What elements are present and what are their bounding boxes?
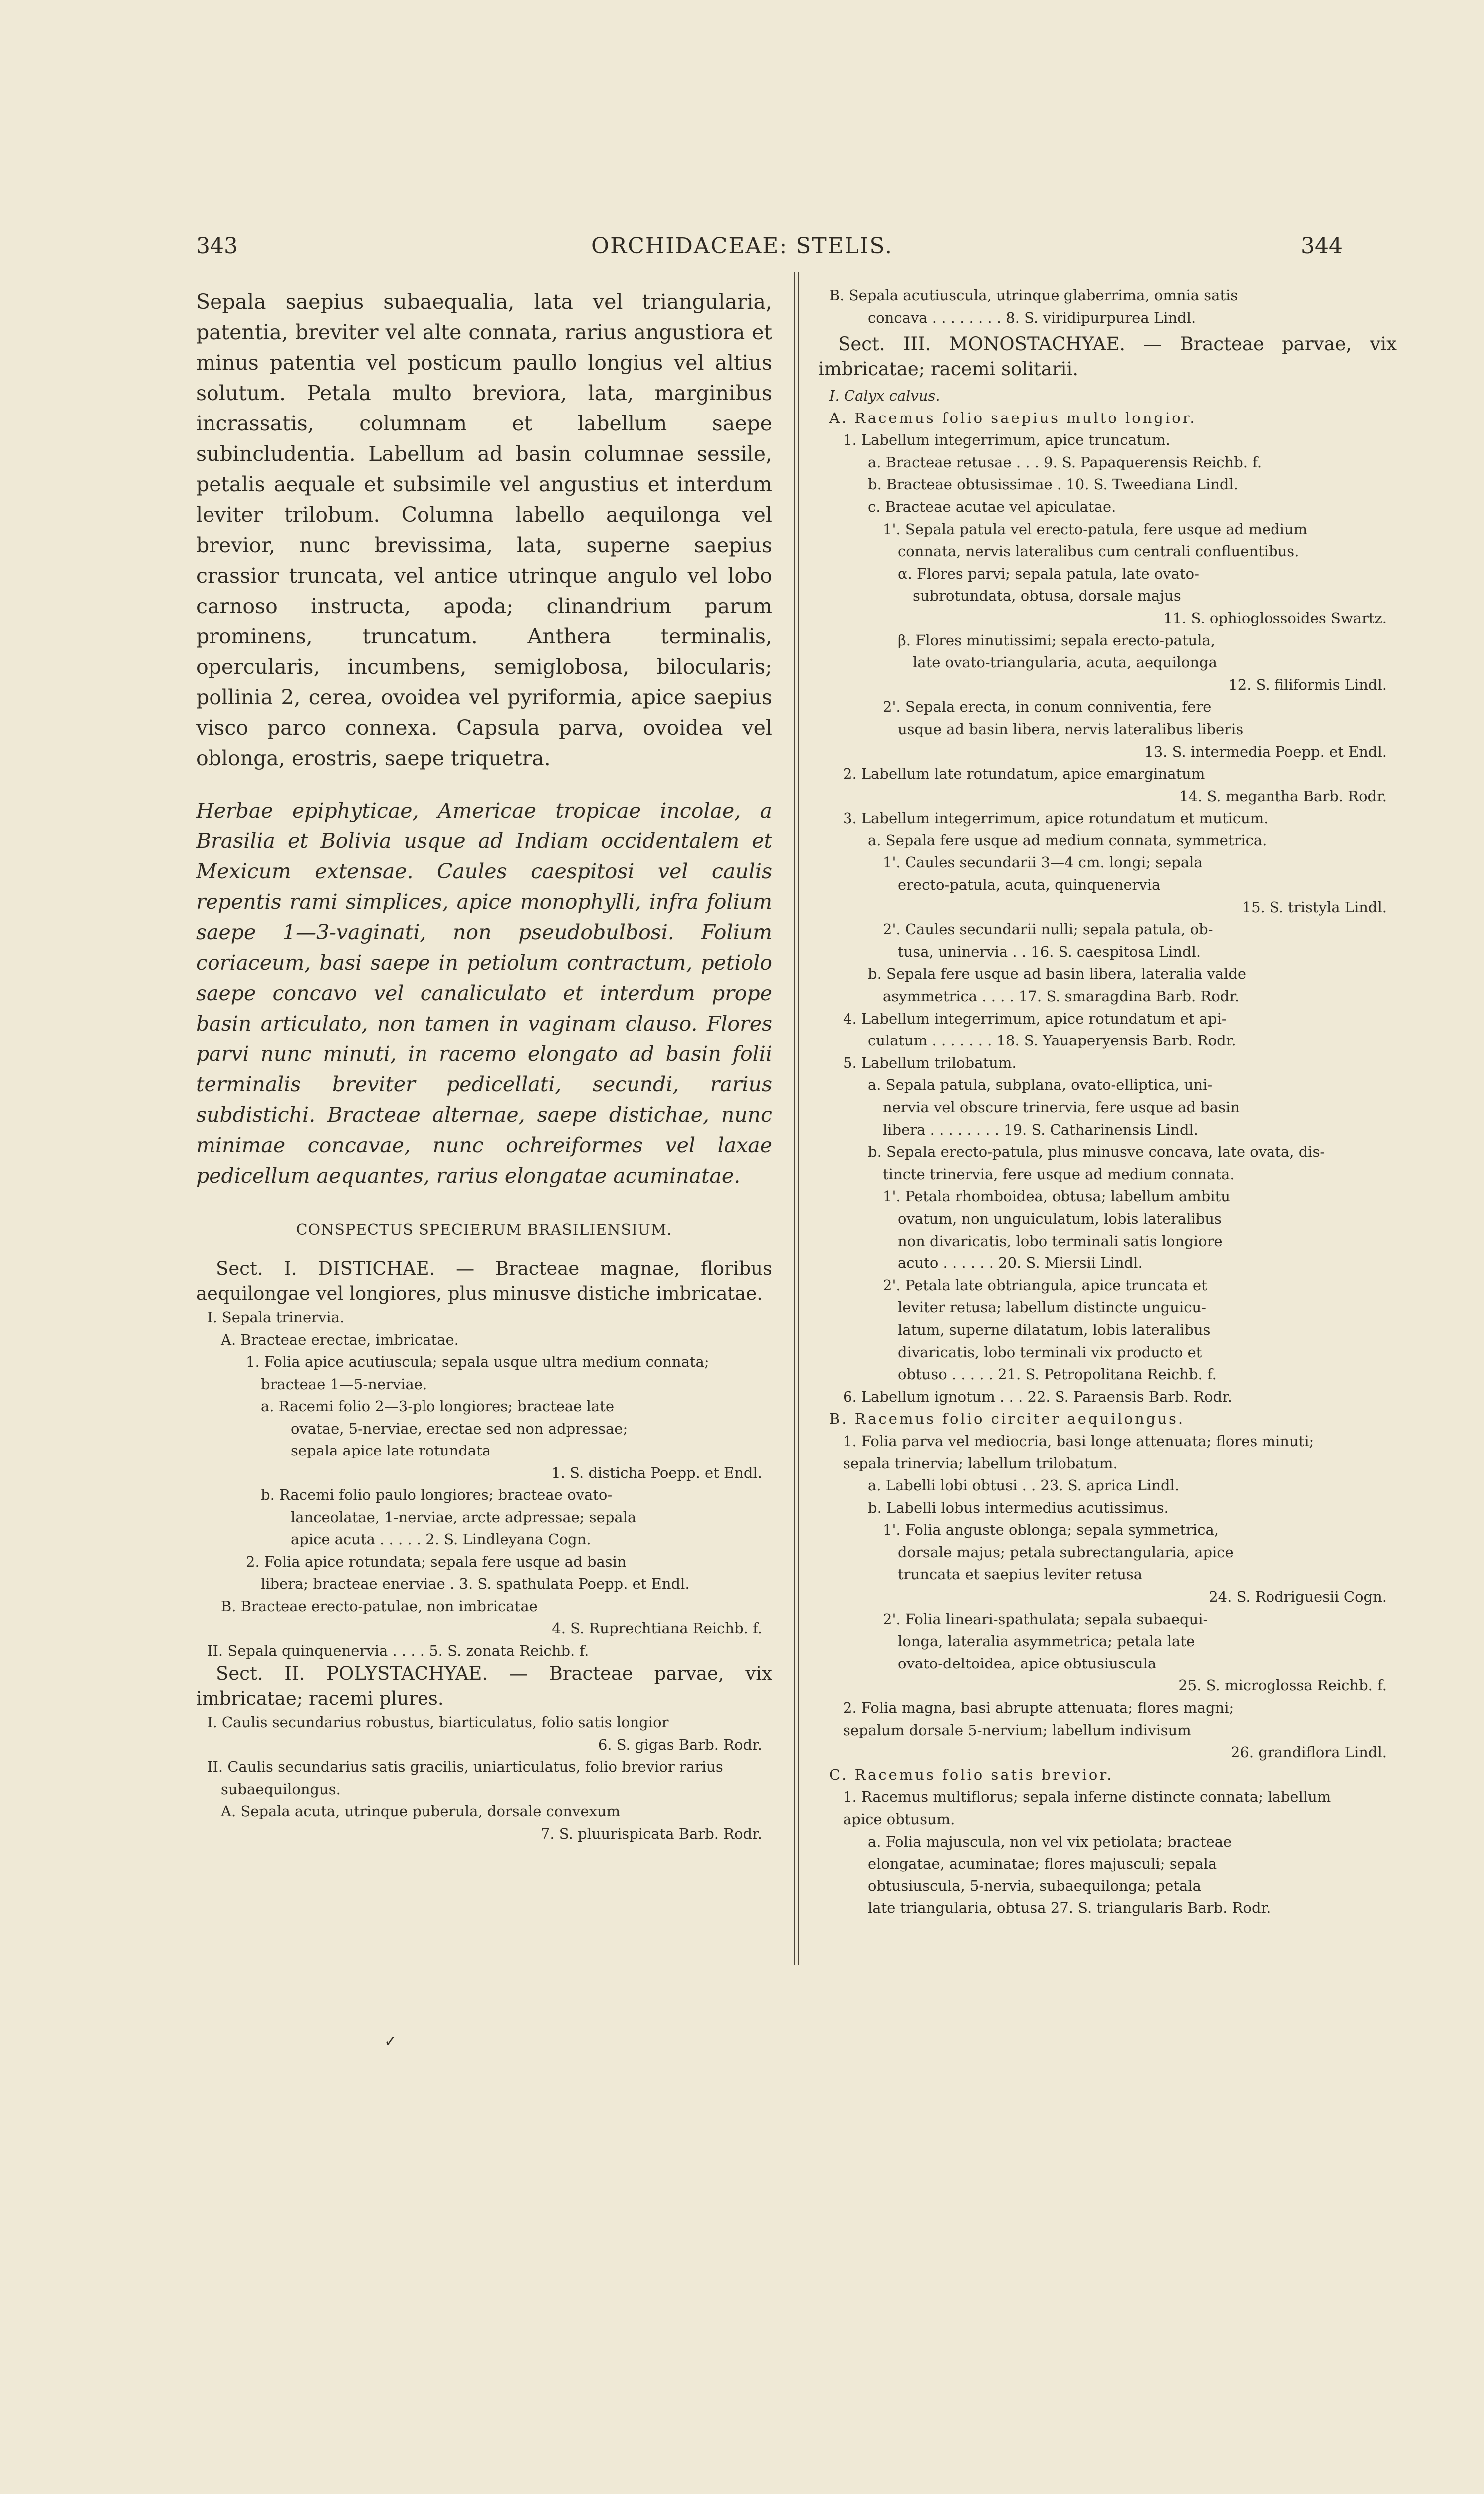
key-line: obtusiuscula, 5-nervia, subaequilonga; petala: [868, 1877, 1201, 1894]
page-number-right: 344: [1301, 233, 1343, 259]
key-line: 2. Folia apice rotundata; sepala fere usque ad basin: [246, 1553, 627, 1570]
key-line: 1. Labellum integerrimum, apice truncatum.: [843, 431, 1170, 449]
key-line: asymmetrica . . . . 17. S. smaragdina Barb. Rodr.: [883, 988, 1240, 1005]
key-line: b. Sepala fere usque ad basin libera, lateralia valde: [868, 965, 1247, 983]
key-line: 1'. Petala rhomboidea, obtusa; labellum ambitu: [883, 1188, 1230, 1205]
key-line: 5. Labellum trilobatum.: [843, 1054, 1017, 1071]
key-line: 7. S. pluurispicata Barb. Rodr.: [540, 1825, 762, 1842]
key-line: 4. S. Ruprechtiana Reichb. f.: [552, 1620, 762, 1637]
key-line: 2'. Folia lineari-spathulata; sepala subaequi-: [883, 1610, 1208, 1628]
column-divider-inner: [798, 272, 799, 1965]
key-line: A. Bracteae erectae, imbricatae.: [221, 1331, 459, 1348]
page-number-left: 343: [196, 233, 238, 259]
key-line: latum, superne dilatatum, lobis lateralibus: [898, 1321, 1211, 1338]
section-heading-monostachyae: Sect. III. MONOSTACHYAE. — Bracteae parvae, vix imbricatae; racemi solitarii.: [818, 333, 1397, 380]
key-line: 2. Folia magna, basi abrupte attenuata; flores magni;: [843, 1699, 1234, 1717]
key-line: b. Labelli lobus intermedius acutissimus.: [868, 1499, 1169, 1516]
key-line: 2'. Petala late obtriangula, apice truncata et: [883, 1276, 1207, 1294]
key-line: 3. Labellum integerrimum, apice rotundatum et muticum.: [843, 810, 1269, 827]
left-column: [196, 287, 772, 1845]
conspectus-title: CONSPECTUS SPECIERUM BRASILIENSIUM.: [296, 1221, 672, 1239]
key-line: 2'. Caules secundarii nulli; sepala patula, ob-: [883, 921, 1213, 938]
key-line: late triangularia, obtusa 27. S. triangularis Barb. Rodr.: [868, 1899, 1271, 1917]
key-line: bracteae 1—5-nerviae.: [261, 1375, 427, 1393]
key-line: tincte trinervia, fere usque ad medium connata.: [883, 1165, 1235, 1183]
key-line: non divaricatis, lobo terminali satis longiore: [898, 1232, 1223, 1249]
key-line: libera; bracteae enerviae . 3. S. spathulata Poepp. et Endl.: [261, 1575, 690, 1592]
key-monostachyae: [818, 385, 1397, 1919]
key-line: a. Sepala fere usque ad medium connata, symmetrica.: [868, 831, 1267, 849]
key-line: tusa, uninervia . . 16. S. caespitosa Lindl.: [898, 943, 1201, 960]
key-line: 1. Folia parva vel mediocria, basi longe attenuata; flores minuti;: [843, 1432, 1314, 1450]
key-line: B. Sepala acutiuscula, utrinque glaberrima, omnia satis: [829, 287, 1238, 304]
genus-description: [196, 287, 772, 1191]
key-line: late ovato-triangularia, acuta, aequilonga: [913, 654, 1217, 671]
key-line: I. Calyx calvus.: [829, 387, 940, 404]
key-line: truncata et saepius leviter retusa: [898, 1566, 1143, 1583]
key-line: 1'. Caules secundarii 3—4 cm. longi; sepala: [883, 854, 1203, 871]
key-line: 15. S. tristyla Lindl.: [1242, 898, 1387, 916]
key-line: 4. Labellum integerrimum, apice rotundatum et api-: [843, 1010, 1227, 1027]
key-line: acuto . . . . . . 20. S. Miersii Lindl.: [898, 1254, 1143, 1272]
key-line: C. Racemus folio satis brevior.: [829, 1766, 1114, 1783]
key-line: apice obtusum.: [843, 1811, 955, 1828]
key-line: I. Sepala trinervia.: [207, 1309, 345, 1326]
key-line: libera . . . . . . . . 19. S. Catharinensis Lindl.: [883, 1121, 1199, 1138]
key-line: a. Labelli lobi obtusi . . 23. S. aprica Lindl.: [868, 1477, 1180, 1494]
key-line: I. Caulis secundarius robustus, biarticulatus, folio satis longior: [207, 1714, 669, 1731]
key-line: A. Racemus folio saepius multo longior.: [829, 409, 1197, 426]
key-line: lanceolatae, 1-nerviae, arcte adpressae; sepala: [291, 1508, 636, 1526]
key-line: a. Folia majuscula, non vel vix petiolata; bracteae: [868, 1833, 1232, 1850]
key-line: sepala trinervia; labellum trilobatum.: [843, 1455, 1118, 1472]
key-line: II. Caulis secundarius satis gracilis, uniarticulatus, folio brevior rarius: [207, 1758, 723, 1775]
key-polystachyae: [196, 1711, 772, 1845]
key-line: 1'. Folia anguste oblonga; sepala symmetrica,: [883, 1521, 1219, 1539]
stray-pencil-mark: ✓: [384, 2033, 397, 2050]
section-heading-polystachyae: Sect. II. POLYSTACHYAE. — Bracteae parvae, vix imbricatae; racemi plures.: [196, 1663, 772, 1709]
key-line: a. Bracteae retusae . . . 9. S. Papaquerensis Reichb. f.: [868, 453, 1262, 471]
key-line: longa, lateralia asymmetrica; petala late: [898, 1633, 1195, 1650]
key-line: 11. S. ophioglossoides Swartz.: [1163, 609, 1387, 626]
key-line: ovatae, 5-nerviae, erectae sed non adpressae;: [291, 1420, 628, 1437]
key-line: 2. Labellum late rotundatum, apice emarginatum: [843, 765, 1205, 783]
key-line: a. Racemi folio 2—3-plo longiores; bracteae late: [261, 1398, 614, 1415]
key-line: 12. S. filiformis Lindl.: [1228, 676, 1387, 693]
key-line: apice acuta . . . . . 2. S. Lindleyana Cogn.: [291, 1531, 591, 1548]
key-line: 2'. Sepala erecta, in conum conniventia, fere: [883, 698, 1212, 716]
key-line: 1. Racemus multiflorus; sepala inferne distincte connata; labellum: [843, 1788, 1331, 1806]
key-line: 6. Labellum ignotum . . . 22. S. Paraensis Barb. Rodr.: [843, 1388, 1233, 1405]
column-divider: [794, 272, 795, 1965]
key-line: concava . . . . . . . . 8. S. viridipurpurea Lindl.: [868, 309, 1196, 326]
running-title: ORCHIDACEAE: STELIS.: [591, 233, 893, 259]
key-line: dorsale majus; petala subrectangularia, apice: [898, 1543, 1234, 1561]
key-line: ovatum, non unguiculatum, lobis lateralibus: [898, 1210, 1222, 1227]
key-line: usque ad basin libera, nervis lateralibus liberis: [898, 720, 1244, 738]
key-line: β. Flores minutissimi; sepala erecto-patula,: [898, 631, 1216, 649]
key-line: b. Sepala erecto-patula, plus minusve concava, late ovata, dis-: [868, 1143, 1325, 1161]
key-line: 26. grandiflora Lindl.: [1230, 1744, 1387, 1761]
key-line: c. Bracteae acutae vel apiculatae.: [868, 498, 1116, 515]
key-line: connata, nervis lateralibus cum centrali confluentibus.: [898, 543, 1299, 560]
key-line: elongatae, acuminatae; flores majusculi; sepala: [868, 1855, 1217, 1872]
right-column: [818, 284, 1397, 1919]
key-line: 1. S. disticha Poepp. et Endl.: [551, 1464, 762, 1481]
key-line: leviter retusa; labellum distincte unguicu-: [898, 1299, 1206, 1316]
habitat-paragraph: Herbae epiphyticae, Americae tropicae incolae, a Brasilia et Bolivia usque ad Indiam occidentalem et Mexicum extensae. Caules caespitosi vel caulis repentis rami simplices, apice monophylli, infra folium saepe 1—3-vaginati, non pseudobulbosi. Folium coriaceum, basi saepe in petiolum contractum, petiolo saepe concavo vel canaliculato et interdum prope basin articulato, non tamen in vaginam clauso. Flores parvi nunc minuti, in racemo elongato ad basin folii terminalis breviter pedicellati, secundi, rarius subdistichi. Bracteae alternae, saepe distichae, nunc minimae concavae, nunc ochreiformes vel laxae pedicellum aequantes, rarius elongatae acuminatae.: [196, 799, 772, 1188]
key-line: sepala apice late rotundata: [291, 1442, 491, 1459]
key-line: nervia vel obscure trinervia, fere usque ad basin: [883, 1099, 1240, 1116]
key-line: B. Racemus folio circiter aequilongus.: [829, 1410, 1185, 1428]
key-line: B. Bracteae erecto-patulae, non imbricatae: [221, 1597, 538, 1615]
description-paragraph: Sepala saepius subaequalia, lata vel triangularia, patentia, breviter vel alte connata, rarius angustiora et minus patentia vel posticum paullo longius vel altius solutum. Petala multo breviora, lata, marginibus incrassatis, columnam et labellum saepe subincludentia. Labellum ad basin columnae sessile, petalis aequale et subsimile vel angustius et interdum leviter trilobum. Columna labello aequilonga vel brevior, nunc brevissima, lata, superne saepius crassior truncata, vel antice utrinque angulo vel lobo carnoso instructa, apoda; clinandrium parum prominens, truncatum. Anthera terminalis, opercularis, incumbens, semiglobosa, bilocularis; pollinia 2, cerea, ovoidea vel pyriformia, apice saepius visco parco connexa. Capsula parva, ovoidea vel oblonga, erostris, saepe triquetra.: [196, 290, 772, 770]
key-line: α. Flores parvi; sepala patula, late ovato-: [898, 565, 1199, 582]
key-line: obtuso . . . . . 21. S. Petropolitana Reichb. f.: [898, 1366, 1217, 1383]
key-line: II. Sepala quinquenervia . . . . 5. S. zonata Reichb. f.: [207, 1642, 589, 1659]
key-line: 24. S. Rodriguesii Cogn.: [1209, 1588, 1387, 1606]
key-line: b. Racemi folio paulo longiores; bracteae ovato-: [261, 1486, 613, 1503]
section-heading-distichae: Sect. I. DISTICHAE. — Bracteae magnae, floribus aequilongae vel longiores, plus minusve distiche imbricatae.: [196, 1258, 772, 1304]
key-line: subrotundata, obtusa, dorsale majus: [913, 587, 1181, 605]
key-line: divaricatis, lobo terminali vix producto et: [898, 1343, 1202, 1361]
key-line: 1'. Sepala patula vel erecto-patula, fere usque ad medium: [883, 520, 1308, 538]
key-line: ovato-deltoidea, apice obtusiuscula: [898, 1655, 1157, 1672]
key-line: erecto-patula, acuta, quinquenervia: [898, 876, 1161, 894]
key-line: 14. S. megantha Barb. Rodr.: [1179, 787, 1387, 805]
key-line: 6. S. gigas Barb. Rodr.: [598, 1736, 762, 1753]
key-distichae: [196, 1306, 772, 1662]
key-line: sepalum dorsale 5-nervium; labellum indivisum: [843, 1721, 1191, 1739]
key-line: b. Bracteae obtusissimae . 10. S. Tweediana Lindl.: [868, 476, 1238, 493]
key-line: culatum . . . . . . . 18. S. Yauaperyensis Barb. Rodr.: [868, 1032, 1236, 1049]
key-line: a. Sepala patula, subplana, ovato-elliptica, uni-: [868, 1076, 1213, 1094]
key-polystachyae-cont: [818, 284, 1397, 329]
key-line: 25. S. microglossa Reichb. f.: [1178, 1677, 1387, 1694]
key-line: A. Sepala acuta, utrinque puberula, dorsale convexum: [221, 1803, 621, 1820]
key-line: 1. Folia apice acutiuscula; sepala usque ultra medium connata;: [246, 1353, 709, 1370]
key-line: 13. S. intermedia Poepp. et Endl.: [1144, 743, 1387, 760]
key-line: subaequilongus.: [221, 1780, 341, 1798]
